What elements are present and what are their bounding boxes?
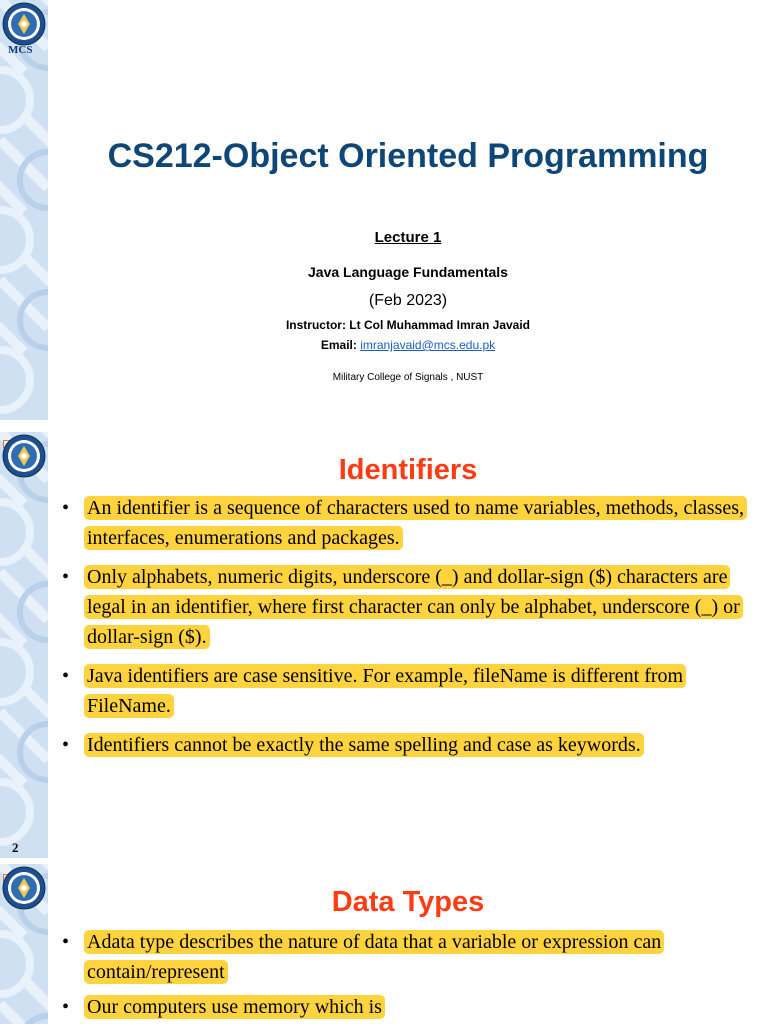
- decorative-strip: [0, 0, 48, 420]
- mcs-logo-icon: [2, 866, 46, 910]
- slide-heading: Data Types: [331, 886, 485, 918]
- slide-identifiers: [0, 432, 768, 858]
- course-title: CS212-Object Oriented Programming: [107, 137, 709, 175]
- highlighted-text: Adata type describes the nature of data that a variable or expression can contain/represent: [84, 930, 664, 984]
- instructor-name: Instructor: Lt Col Muhammad Imran Javaid: [285, 318, 531, 332]
- highlighted-text: Java identifiers are case sensitive. For example, fileName is different from FileName.: [84, 664, 686, 718]
- lecture-date: (Feb 2023): [368, 292, 448, 309]
- logo-caption: MCS: [8, 44, 33, 56]
- college-name: Military College of Signals , NUST: [332, 372, 484, 383]
- highlighted-text: An identifier is a sequence of characters used to name variables, methods, classes, interfaces, enumerations and packages.: [84, 496, 747, 550]
- bullet-list: [60, 493, 760, 769]
- mcs-logo-icon: [2, 2, 46, 46]
- lecture-label: Lecture 1: [374, 229, 442, 246]
- page-number: 2: [12, 840, 19, 855]
- slide-data-types: [0, 864, 768, 1024]
- highlighted-text: Only alphabets, numeric digits, underscore (_) and dollar-sign ($) characters are legal in an identifier, where first character can only be alphabet, underscore (_) or dollar-sign ($).: [84, 565, 743, 649]
- email-label: Email:: [320, 338, 357, 352]
- list-item: [60, 493, 760, 553]
- slide-heading: Identifiers: [338, 454, 478, 486]
- decorative-strip: [0, 432, 48, 858]
- list-item: [60, 661, 760, 721]
- subject-title: Java Language Fundamentals: [308, 264, 508, 280]
- highlighted-text: Our computers use memory which is: [84, 995, 385, 1019]
- slide-title: [0, 0, 768, 420]
- list-item: [60, 730, 760, 760]
- highlighted-text: Identifiers cannot be exactly the same spelling and case as keywords.: [84, 733, 644, 757]
- list-item: [60, 562, 760, 652]
- email-link[interactable]: imranjavaid@mcs.edu.pk: [360, 338, 496, 352]
- email-line: [48, 338, 768, 352]
- list-item: [60, 992, 760, 1022]
- mcs-logo-icon: [2, 434, 46, 478]
- bullet-list: [60, 927, 760, 1024]
- list-item: [60, 927, 760, 987]
